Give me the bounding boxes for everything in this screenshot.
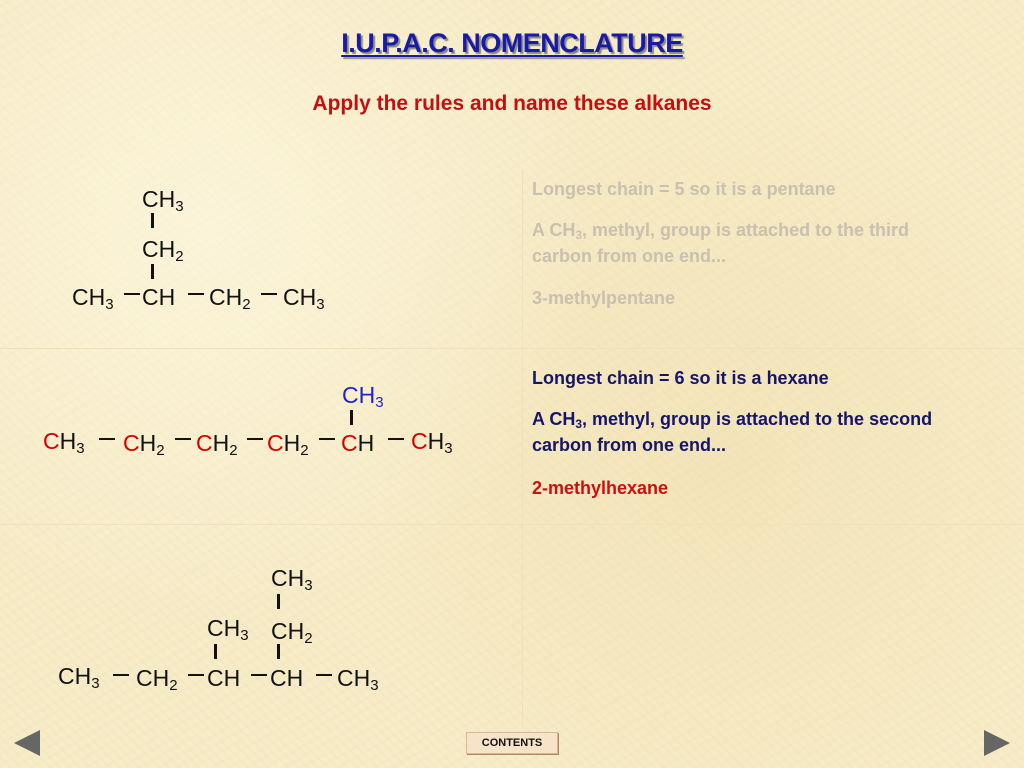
bond-vertical <box>350 410 353 425</box>
bond-horizontal <box>113 674 129 676</box>
group-ch3: $CH_3$ <box>142 186 184 215</box>
group-ch3: $CH_3$ <box>411 428 453 457</box>
group-ch3: $CH_3$ <box>43 428 85 457</box>
chain-length-text: Longest chain = 5 so it is a pentane <box>532 179 836 199</box>
bond-horizontal <box>261 293 277 295</box>
group-ch2: $CH_2$ <box>136 665 178 694</box>
group-ch2: $CH_2$ <box>267 430 309 459</box>
group-ch3: $CH_3$ <box>72 284 114 313</box>
group-ch: CH <box>341 430 375 456</box>
answer-text: 3-methylpentane <box>532 288 676 308</box>
bond-vertical <box>214 644 217 659</box>
bond-vertical <box>151 213 154 228</box>
grid-line <box>522 170 523 730</box>
bond-horizontal <box>316 674 332 676</box>
bond-horizontal <box>251 674 267 676</box>
bond-horizontal <box>175 438 191 440</box>
contents-button[interactable]: CONTENTS <box>466 732 558 754</box>
bond-horizontal <box>124 293 140 295</box>
group-ch3: $CH_3$ <box>337 665 379 694</box>
group-ch3: $CH_3$ <box>58 663 100 692</box>
group-ch2: $CH_2$ <box>142 236 184 265</box>
bond-horizontal <box>388 438 404 440</box>
group-ch3: $CH_3$ <box>283 284 325 313</box>
bond-vertical <box>277 594 280 609</box>
substituent-text: A $CH_3$, methyl, group is attached to the third carbon from one end... <box>532 220 910 266</box>
bond-horizontal <box>188 293 204 295</box>
bond-horizontal <box>188 674 204 676</box>
group-ch3: $CH_3$ <box>271 565 313 594</box>
bond-vertical <box>151 264 154 279</box>
next-arrow-icon[interactable] <box>984 730 1010 756</box>
group-ch2: $CH_2$ <box>271 618 313 647</box>
bond-horizontal <box>319 438 335 440</box>
group-ch2: $CH_2$ <box>123 430 165 459</box>
bond-horizontal <box>99 438 115 440</box>
bond-vertical <box>277 644 280 659</box>
group-ch3: $CH_3$ <box>207 615 249 644</box>
bond-horizontal <box>247 438 263 440</box>
page-title: I.U.P.A.C. NOMENCLATURE <box>341 28 683 58</box>
page-subtitle: Apply the rules and name these alkanes <box>312 92 712 115</box>
previous-arrow-icon[interactable] <box>14 730 40 756</box>
group-ch3-branch: $CH_3$ <box>342 382 384 411</box>
group-ch: CH <box>207 665 241 691</box>
group-ch: CH <box>270 665 304 691</box>
answer-text: 2-methylhexane <box>532 478 669 498</box>
group-ch2: $CH_2$ <box>209 284 251 313</box>
chain-length-text: Longest chain = 6 so it is a hexane <box>532 368 829 388</box>
group-ch2: $CH_2$ <box>196 430 238 459</box>
substituent-text: A $CH_3$, methyl, group is attached to the second carbon from one end... <box>532 409 933 455</box>
grid-line <box>0 524 1024 525</box>
group-ch: CH <box>142 284 176 310</box>
grid-line <box>0 348 1024 349</box>
